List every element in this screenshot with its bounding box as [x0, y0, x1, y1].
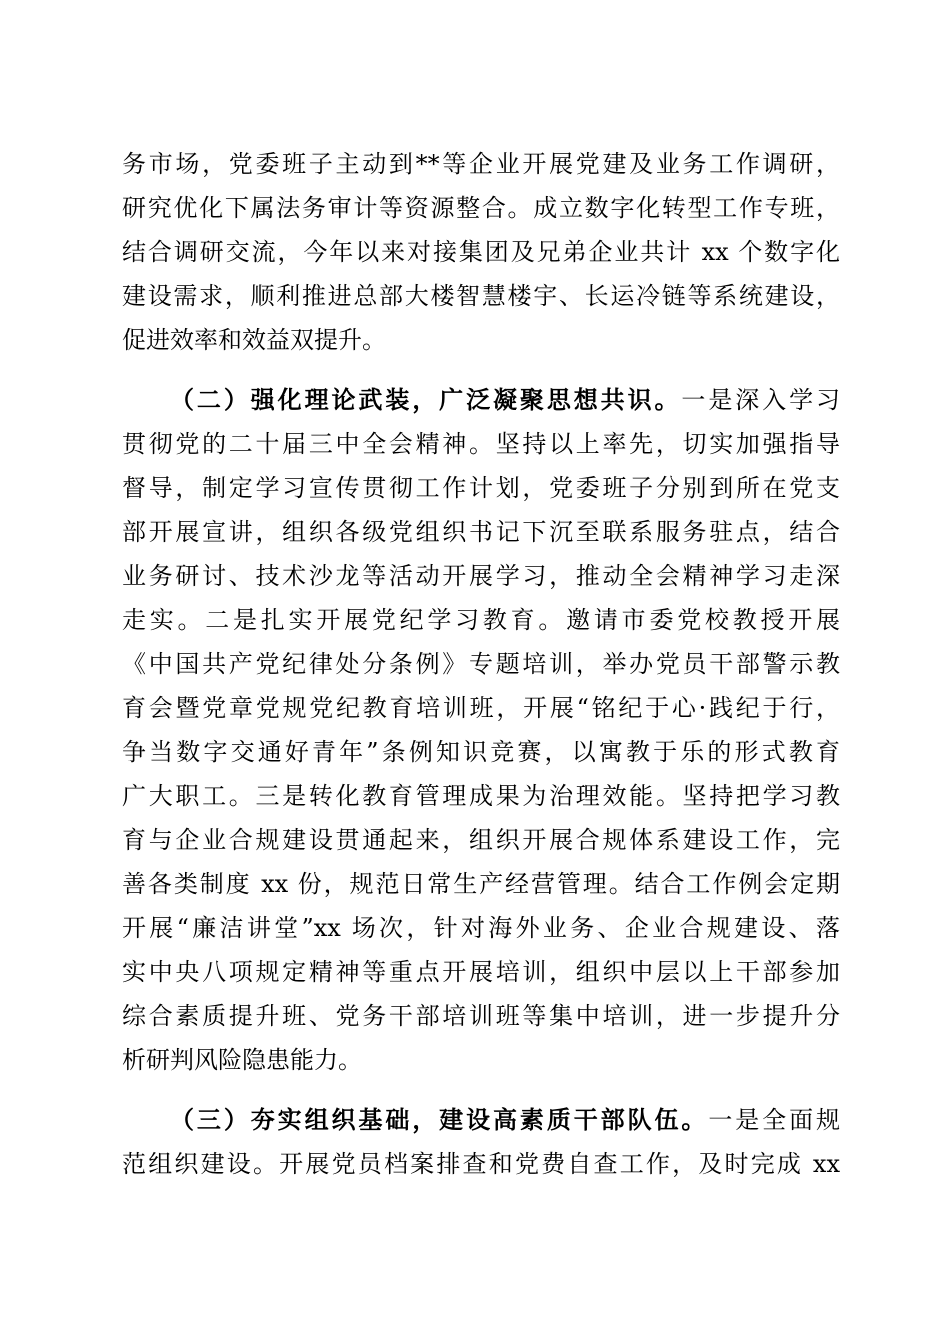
text-line: 部开展宣讲，组织各级党组织书记下沉至联系服务驻点，结合 — [122, 518, 840, 546]
text-line: 范组织建设。开展党员档案排查和党费自查工作，及时完成 xx — [122, 1150, 840, 1178]
text-line: 走实。二是扎实开展党纪学习教育。邀请市委党校教授开展 — [122, 606, 840, 634]
text-run: 一是全面规 — [708, 1106, 841, 1134]
text-line: 建设需求，顺利推进总部大楼智慧楼宇、长运冷链等系统建设， — [122, 282, 840, 310]
section-heading: （三）夯实组织基础，建设高素质干部队伍。 — [170, 1105, 709, 1134]
paragraph-2 — [122, 378, 840, 1082]
text-line: 开展“廉洁讲堂”xx 场次，针对海外业务、企业合规建设、落 — [122, 914, 840, 942]
text-line: 育与企业合规建设贯通起来，组织开展合规体系建设工作，完 — [122, 826, 840, 854]
text-line: 贯彻党的二十届三中全会精神。坚持以上率先，切实加强指导 — [122, 430, 840, 458]
text-line: 善各类制度 xx 份，规范日常生产经营管理。结合工作例会定期 — [122, 870, 840, 898]
text-line: 综合素质提升班、党务干部培训班等集中培训，进一步提升分 — [122, 1002, 840, 1030]
paragraph-first-line — [122, 1098, 840, 1142]
text-line: 研究优化下属法务审计等资源整合。成立数字化转型工作专班， — [122, 194, 840, 222]
text-line: 促进效率和效益双提升。 — [122, 326, 386, 354]
text-line: 务市场，党委班子主动到**等企业开展党建及业务工作调研， — [122, 150, 840, 178]
paragraph-first-line — [122, 378, 840, 422]
text-line: 广大职工。三是转化教育管理成果为治理效能。坚持把学习教 — [122, 782, 840, 810]
text-line: 育会暨党章党规党纪教育培训班，开展“铭纪于心·践纪于行， — [122, 694, 840, 722]
section-heading: （二）强化理论武装，广泛凝聚思想共识。 — [170, 385, 682, 414]
text-line: 督导，制定学习宣传贯彻工作计划，党委班子分别到所在党支 — [122, 474, 840, 502]
paragraph-1 — [122, 142, 840, 362]
text-line: 结合调研交流，今年以来对接集团及兄弟企业共计 xx 个数字化 — [122, 238, 840, 266]
text-line: 《中国共产党纪律处分条例》专题培训，举办党员干部警示教 — [122, 650, 840, 678]
text-line: 争当数字交通好青年”条例知识竞赛，以寓教于乐的形式教育 — [122, 738, 840, 766]
paragraph-3 — [122, 1098, 840, 1186]
text-line: 业务研讨、技术沙龙等活动开展学习，推动全会精神学习走深 — [122, 562, 840, 590]
document-body — [122, 142, 840, 1186]
text-run: 一是深入学习 — [681, 386, 841, 414]
text-line: 析研判风险隐患能力。 — [122, 1046, 362, 1074]
text-line: 实中央八项规定精神等重点开展培训，组织中层以上干部参加 — [122, 958, 840, 986]
